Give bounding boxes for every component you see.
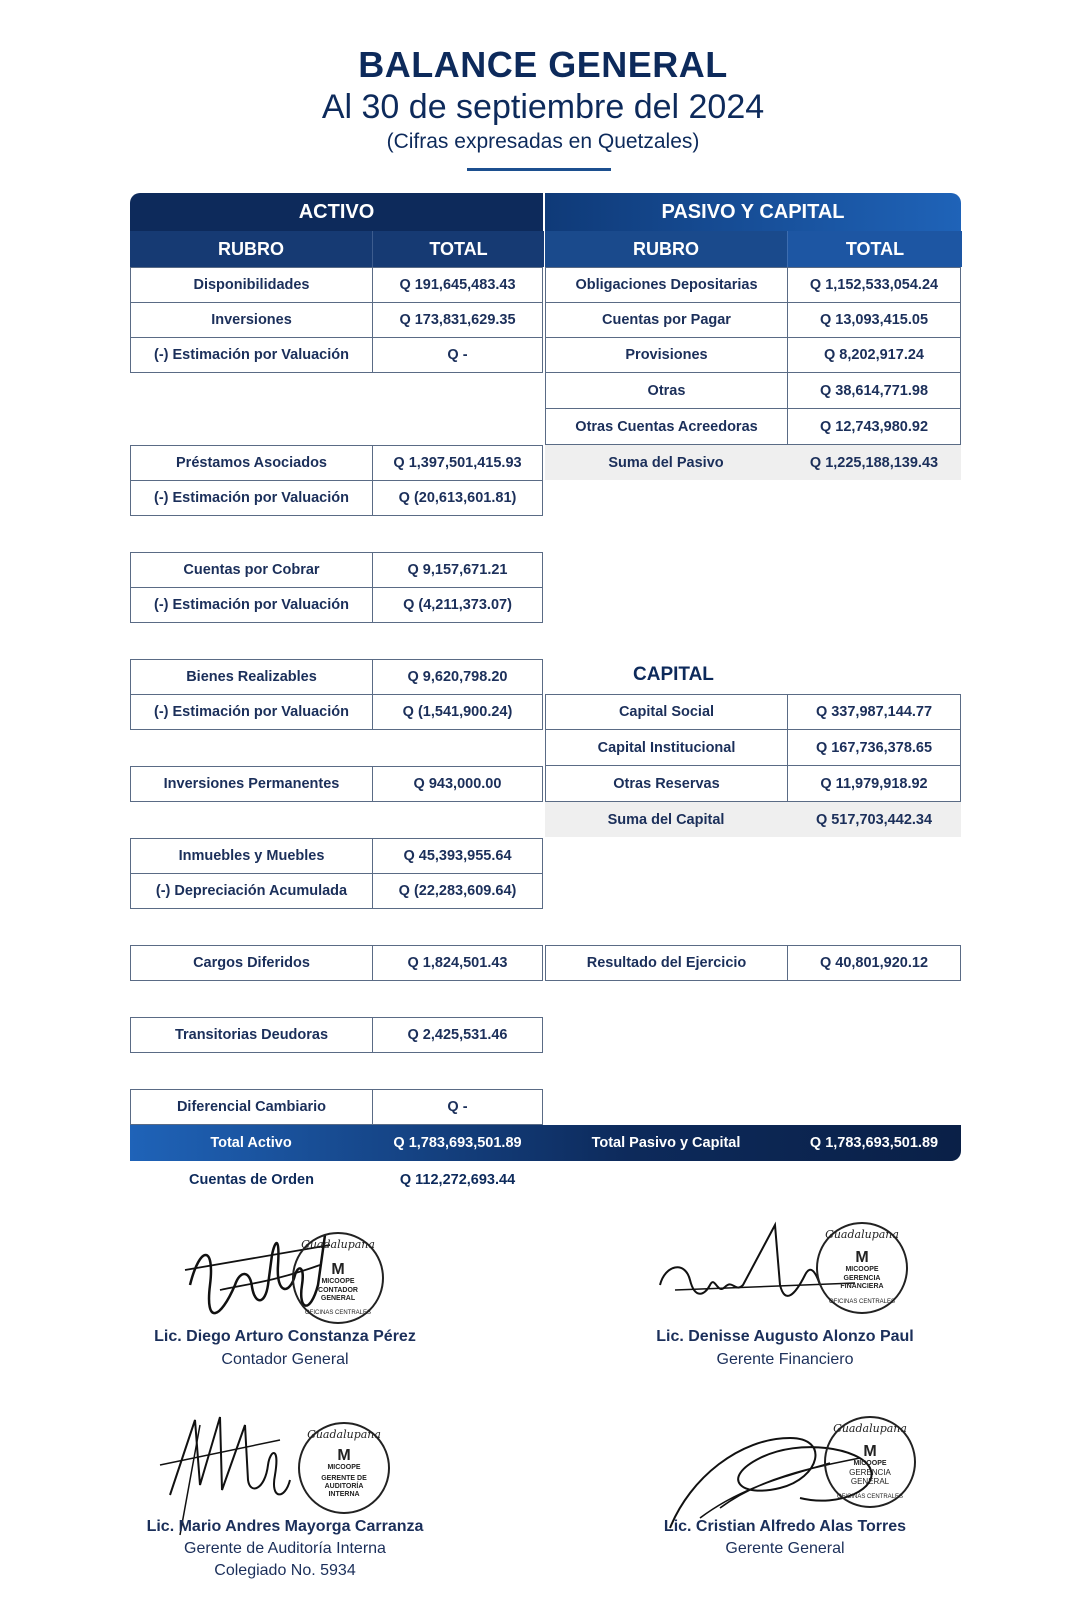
row-value-transitorias: Q 2,425,531.46 [372, 1017, 543, 1053]
suma-capital-label: Suma del Capital [545, 802, 787, 837]
pasivo-header: PASIVO Y CAPITAL [545, 193, 961, 231]
signer-name-contador: Lic. Diego Arturo Constanza Pérez [154, 1328, 416, 1345]
row-label-inversiones: Inversiones [130, 302, 373, 338]
total-activo-value: Q 1,783,693,501.89 [393, 1135, 522, 1151]
pasivo-rubro-header: RUBRO [545, 231, 787, 267]
total-activo-label: Total Activo [210, 1135, 292, 1151]
seal-financiero [812, 1218, 912, 1318]
signer-colegiado-auditoria: Colegiado No. 5934 [214, 1562, 356, 1579]
cuentas-orden-value: Q 112,272,693.44 [399, 1172, 516, 1188]
row-label-otras-acreedoras: Otras Cuentas Acreedoras [545, 408, 788, 445]
row-value-inversiones: Q 173,831,629.35 [372, 302, 543, 338]
seal-contador-top: Guadalupana [301, 1238, 375, 1251]
row-value-cuentas-pagar: Q 13,093,415.05 [787, 302, 961, 338]
seal-financiero-line1: GERENCIA [843, 1275, 881, 1282]
signer-role-general: Gerente General [725, 1540, 845, 1557]
row-value-inv-permanentes: Q 943,000.00 [372, 766, 543, 802]
seal-contador-line1: CONTADOR [318, 1287, 358, 1294]
row-value-capital-social: Q 337,987,144.77 [787, 694, 961, 730]
pasivo-total-header: TOTAL [787, 231, 962, 267]
row-value-est-cuentas: Q (4,211,373.07) [372, 587, 543, 623]
total-pasivo-value: Q 1,783,693,501.89 [809, 1135, 939, 1151]
row-value-cargos: Q 1,824,501.43 [372, 945, 543, 981]
row-value-inmuebles: Q 45,393,955.64 [372, 838, 543, 874]
seal-contador [288, 1228, 388, 1328]
activo-total-header: TOTAL [372, 231, 544, 267]
row-label-obligaciones: Obligaciones Depositarias [545, 267, 788, 303]
suma-capital-value: Q 517,703,442.34 [787, 802, 961, 837]
row-label-cuentas-cobrar: Cuentas por Cobrar [130, 552, 373, 588]
row-label-cuentas-pagar: Cuentas por Pagar [545, 302, 788, 338]
seal-contador-line2: GENERAL [320, 1295, 356, 1302]
row-value-bienes: Q 9,620,798.20 [372, 659, 543, 695]
seal-auditoria-top: Guadalupana [307, 1428, 381, 1441]
seal-auditoria-line2: AUDITORÍA [324, 1483, 364, 1490]
row-label-est-bienes: (-) Estimación por Valuación [130, 694, 373, 730]
seal-financiero-bottom: OFICINAS CENTRALES [828, 1299, 896, 1305]
row-value-capital-institucional: Q 167,736,378.65 [787, 729, 961, 766]
seal-auditoria-brand: MICOOPE [327, 1464, 361, 1471]
signer-role-contador: Contador General [221, 1351, 349, 1368]
seal-auditoria-line1: GERENTE DE [321, 1475, 367, 1482]
total-pasivo-label: Total Pasivo y Capital [591, 1135, 741, 1151]
svg-text:M: M [863, 1443, 877, 1460]
row-label-depreciacion: (-) Depreciación Acumulada [130, 873, 373, 909]
row-label-cargos: Cargos Diferidos [130, 945, 373, 981]
currency-note: (Cifras expresadas en Quetzales) [386, 130, 700, 153]
row-label-transitorias: Transitorias Deudoras [130, 1017, 373, 1053]
row-value-provisiones: Q 8,202,917.24 [787, 337, 961, 373]
row-value-diferencial: Q - [372, 1089, 543, 1125]
row-label-est-cuentas: (-) Estimación por Valuación [130, 587, 373, 623]
seal-financiero-top: Guadalupana [825, 1228, 899, 1241]
seal-auditoria [294, 1418, 394, 1518]
activo-header: ACTIVO [130, 193, 543, 231]
row-label-disponibilidades: Disponibilidades [130, 267, 373, 303]
row-label-prestamos: Préstamos Asociados [130, 445, 373, 481]
title-underline [467, 168, 611, 171]
row-value-disponibilidades: Q 191,645,483.43 [372, 267, 543, 303]
row-label-capital-institucional: Capital Institucional [545, 729, 788, 766]
row-value-prestamos: Q 1,397,501,415.93 [372, 445, 543, 481]
page-subtitle: Al 30 de septiembre del 2024 [321, 88, 765, 126]
seal-general [820, 1412, 920, 1512]
row-label-inv-permanentes: Inversiones Permanentes [130, 766, 373, 802]
seal-general-line1: GERENCIA [849, 1468, 891, 1477]
row-value-otras-reservas: Q 11,979,918.92 [787, 765, 961, 802]
row-label-inmuebles: Inmuebles y Muebles [130, 838, 373, 874]
row-value-est-inversiones: Q - [372, 337, 543, 373]
totals-bar [130, 1125, 961, 1161]
capital-heading: CAPITAL [633, 664, 714, 685]
svg-text:M: M [855, 1249, 869, 1266]
row-label-capital-social: Capital Social [545, 694, 788, 730]
cuentas-orden-label: Cuentas de Orden [189, 1172, 314, 1188]
page-title: BALANCE GENERAL [358, 44, 728, 85]
row-value-est-bienes: Q (1,541,900.24) [372, 694, 543, 730]
row-value-depreciacion: Q (22,283,609.64) [372, 873, 543, 909]
seal-general-top: Guadalupana [833, 1422, 907, 1435]
row-value-otras: Q 38,614,771.98 [787, 372, 961, 409]
seal-general-bottom: OFICINAS CENTRALES [836, 1494, 904, 1500]
row-value-resultado: Q 40,801,920.12 [787, 945, 961, 981]
seal-contador-bottom: OFICINAS CENTRALES [304, 1310, 372, 1316]
row-value-otras-acreedoras: Q 12,743,980.92 [787, 408, 961, 445]
signer-name-financiero: Lic. Denisse Augusto Alonzo Paul [656, 1328, 914, 1345]
seal-general-brand: MICOOPE [853, 1460, 887, 1467]
seal-financiero-line2: FINANCIERA [840, 1283, 884, 1290]
row-value-cuentas-cobrar: Q 9,157,671.21 [372, 552, 543, 588]
row-value-est-prestamos: Q (20,613,601.81) [372, 480, 543, 516]
row-value-obligaciones: Q 1,152,533,054.24 [787, 267, 961, 303]
suma-pasivo-label: Suma del Pasivo [545, 445, 787, 480]
row-label-diferencial: Diferencial Cambiario [130, 1089, 373, 1125]
row-label-otras-reservas: Otras Reservas [545, 765, 788, 802]
seal-contador-brand: MICOOPE [321, 1278, 355, 1285]
seal-financiero-brand: MICOOPE [845, 1266, 879, 1273]
row-label-resultado: Resultado del Ejercicio [545, 945, 788, 981]
signer-role-financiero: Gerente Financiero [716, 1351, 854, 1368]
row-label-provisiones: Provisiones [545, 337, 788, 373]
svg-text:M: M [331, 1261, 345, 1278]
seal-general-line2: GENERAL [850, 1477, 890, 1486]
svg-text:M: M [337, 1447, 351, 1464]
suma-pasivo-value: Q 1,225,188,139.43 [787, 445, 961, 480]
activo-rubro-header: RUBRO [130, 231, 372, 267]
row-label-est-inversiones: (-) Estimación por Valuación [130, 337, 373, 373]
row-label-est-prestamos: (-) Estimación por Valuación [130, 480, 373, 516]
row-label-bienes: Bienes Realizables [130, 659, 373, 695]
signer-name-auditoria: Lic. Mario Andres Mayorga Carranza [146, 1518, 424, 1535]
row-label-otras: Otras [545, 372, 788, 409]
signer-name-general: Lic. Cristian Alfredo Alas Torres [663, 1518, 907, 1535]
seal-auditoria-line3: INTERNA [328, 1491, 360, 1498]
signer-role-auditoria: Gerente de Auditoría Interna [184, 1540, 386, 1557]
